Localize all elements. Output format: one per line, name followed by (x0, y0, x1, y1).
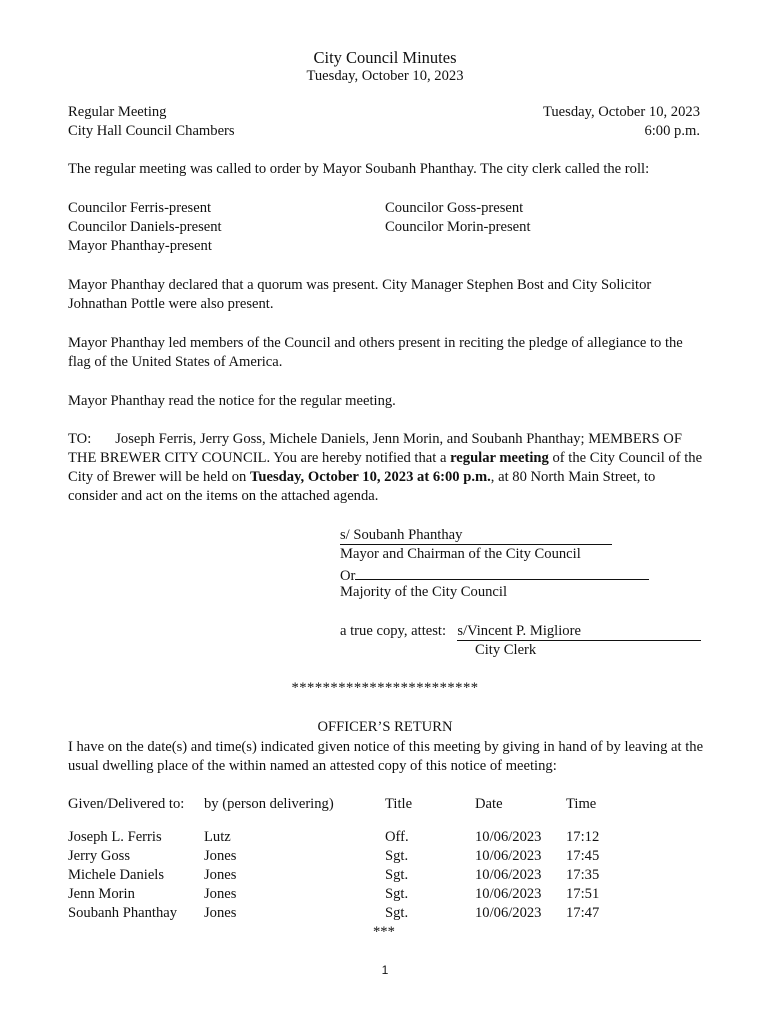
meeting-type: Regular Meeting (68, 104, 167, 120)
table-cell: Lutz (204, 829, 231, 845)
table-cell: Sgt. (385, 905, 409, 921)
notice-read-paragraph: Mayor Phanthay read the notice for the regular meeting. (68, 393, 396, 409)
clerk-signature: s/Vincent P. Migliore (457, 623, 701, 641)
page-number: 1 (381, 963, 389, 977)
meeting-location: City Hall Council Chambers (68, 123, 235, 139)
table-cell: Sgt. (385, 886, 409, 902)
separator: ************************ (291, 680, 479, 696)
column-header: Date (475, 796, 503, 812)
call-to-order: The regular meeting was called to order by Mayor Soubanh Phanthay. The city clerk called the roll: (68, 161, 650, 177)
table-cell: 10/06/2023 (475, 848, 542, 864)
attest-label: a true copy, attest: (340, 623, 447, 639)
column-header: Title (385, 796, 413, 812)
table-cell: 10/06/2023 (475, 829, 542, 845)
table-cell: 17:35 (566, 867, 600, 883)
notice-text: Joseph Ferris, Jerry Goss, Michele Daniels, Jenn Morin, and Soubanh Phanthay; MEMBERS OF THE BREWER CITY COUNCIL. You are hereby notified that a (68, 431, 682, 466)
mayor-signature-line (340, 527, 612, 545)
notice-bold-text: Tuesday, October 10, 2023 at 6:00 p.m. (249, 469, 491, 485)
table-cell: Sgt. (385, 848, 409, 864)
roll-entry: Councilor Daniels-present (68, 219, 222, 235)
notice-paragraph (68, 430, 704, 506)
table-cell: Soubanh Phanthay (68, 905, 178, 921)
table-cell: Michele Daniels (68, 867, 165, 883)
roll-entry: Councilor Morin-present (385, 219, 531, 235)
table-cell: 17:12 (566, 829, 600, 845)
notice-text: , at 80 North Main Street, to consider and act on the items on the attached agenda. (68, 469, 656, 504)
table-cell: Jerry Goss (68, 848, 131, 864)
table-cell: Off. (385, 829, 409, 845)
majority-label: Majority of the City Council (340, 584, 508, 600)
roll-entry: Mayor Phanthay-present (68, 238, 212, 254)
clerk-title: City Clerk (475, 642, 537, 658)
table-cell: Jones (204, 905, 237, 921)
meeting-date: Tuesday, October 10, 2023 (542, 104, 700, 120)
or-label: Or (340, 568, 356, 584)
table-cell: 10/06/2023 (475, 905, 542, 921)
meeting-time: 6:00 p.m. (644, 123, 700, 139)
table-cell: Jones (204, 848, 237, 864)
table-cell: 10/06/2023 (475, 886, 542, 902)
table-cell: Jones (204, 867, 237, 883)
table-cell: Jones (204, 886, 237, 902)
table-cell: 10/06/2023 (475, 867, 542, 883)
mayor-signature: s/ Soubanh Phanthay (340, 527, 612, 545)
blank-signature-line (355, 565, 649, 580)
table-cell: Sgt. (385, 867, 409, 883)
page-title: City Council Minutes (313, 48, 457, 67)
officers-return-text: I have on the date(s) and time(s) indicated given notice of this meeting by giving in hand of by leaving at the usual dwelling place of the within named an attested copy of this notice of meeting: (68, 739, 704, 774)
table-cell: 17:45 (566, 848, 600, 864)
notice-text: of the City Council of the City of Brewer will be held on (68, 450, 703, 485)
column-header: Given/Delivered to: (68, 796, 185, 812)
page-subtitle-date: Tuesday, October 10, 2023 (306, 68, 464, 84)
pledge-paragraph: Mayor Phanthay led members of the Council and others present in reciting the pledge of allegiance to the flag of the United States of America. (68, 335, 683, 370)
attest-line (340, 623, 701, 641)
officers-return-title: OFFICER’S RETURN (317, 719, 453, 735)
notice-to-label: TO: (68, 431, 92, 447)
table-cell: Jenn Morin (68, 886, 135, 902)
end-mark: *** (373, 924, 395, 940)
column-header: by (person delivering) (204, 796, 334, 812)
column-header: Time (566, 796, 597, 812)
quorum-paragraph: Mayor Phanthay declared that a quorum was present. City Manager Stephen Bost and City Solicitor Johnathan Pottle were also present. (68, 277, 652, 312)
table-cell: 17:47 (566, 905, 600, 921)
or-line (340, 565, 649, 585)
roll-entry: Councilor Goss-present (385, 200, 524, 216)
table-cell: Joseph L. Ferris (68, 829, 162, 845)
roll-entry: Councilor Ferris-present (68, 200, 212, 216)
notice-bold-text: regular meeting (450, 450, 549, 466)
mayor-role: Mayor and Chairman of the City Council (340, 546, 581, 562)
table-cell: 17:51 (566, 886, 600, 902)
